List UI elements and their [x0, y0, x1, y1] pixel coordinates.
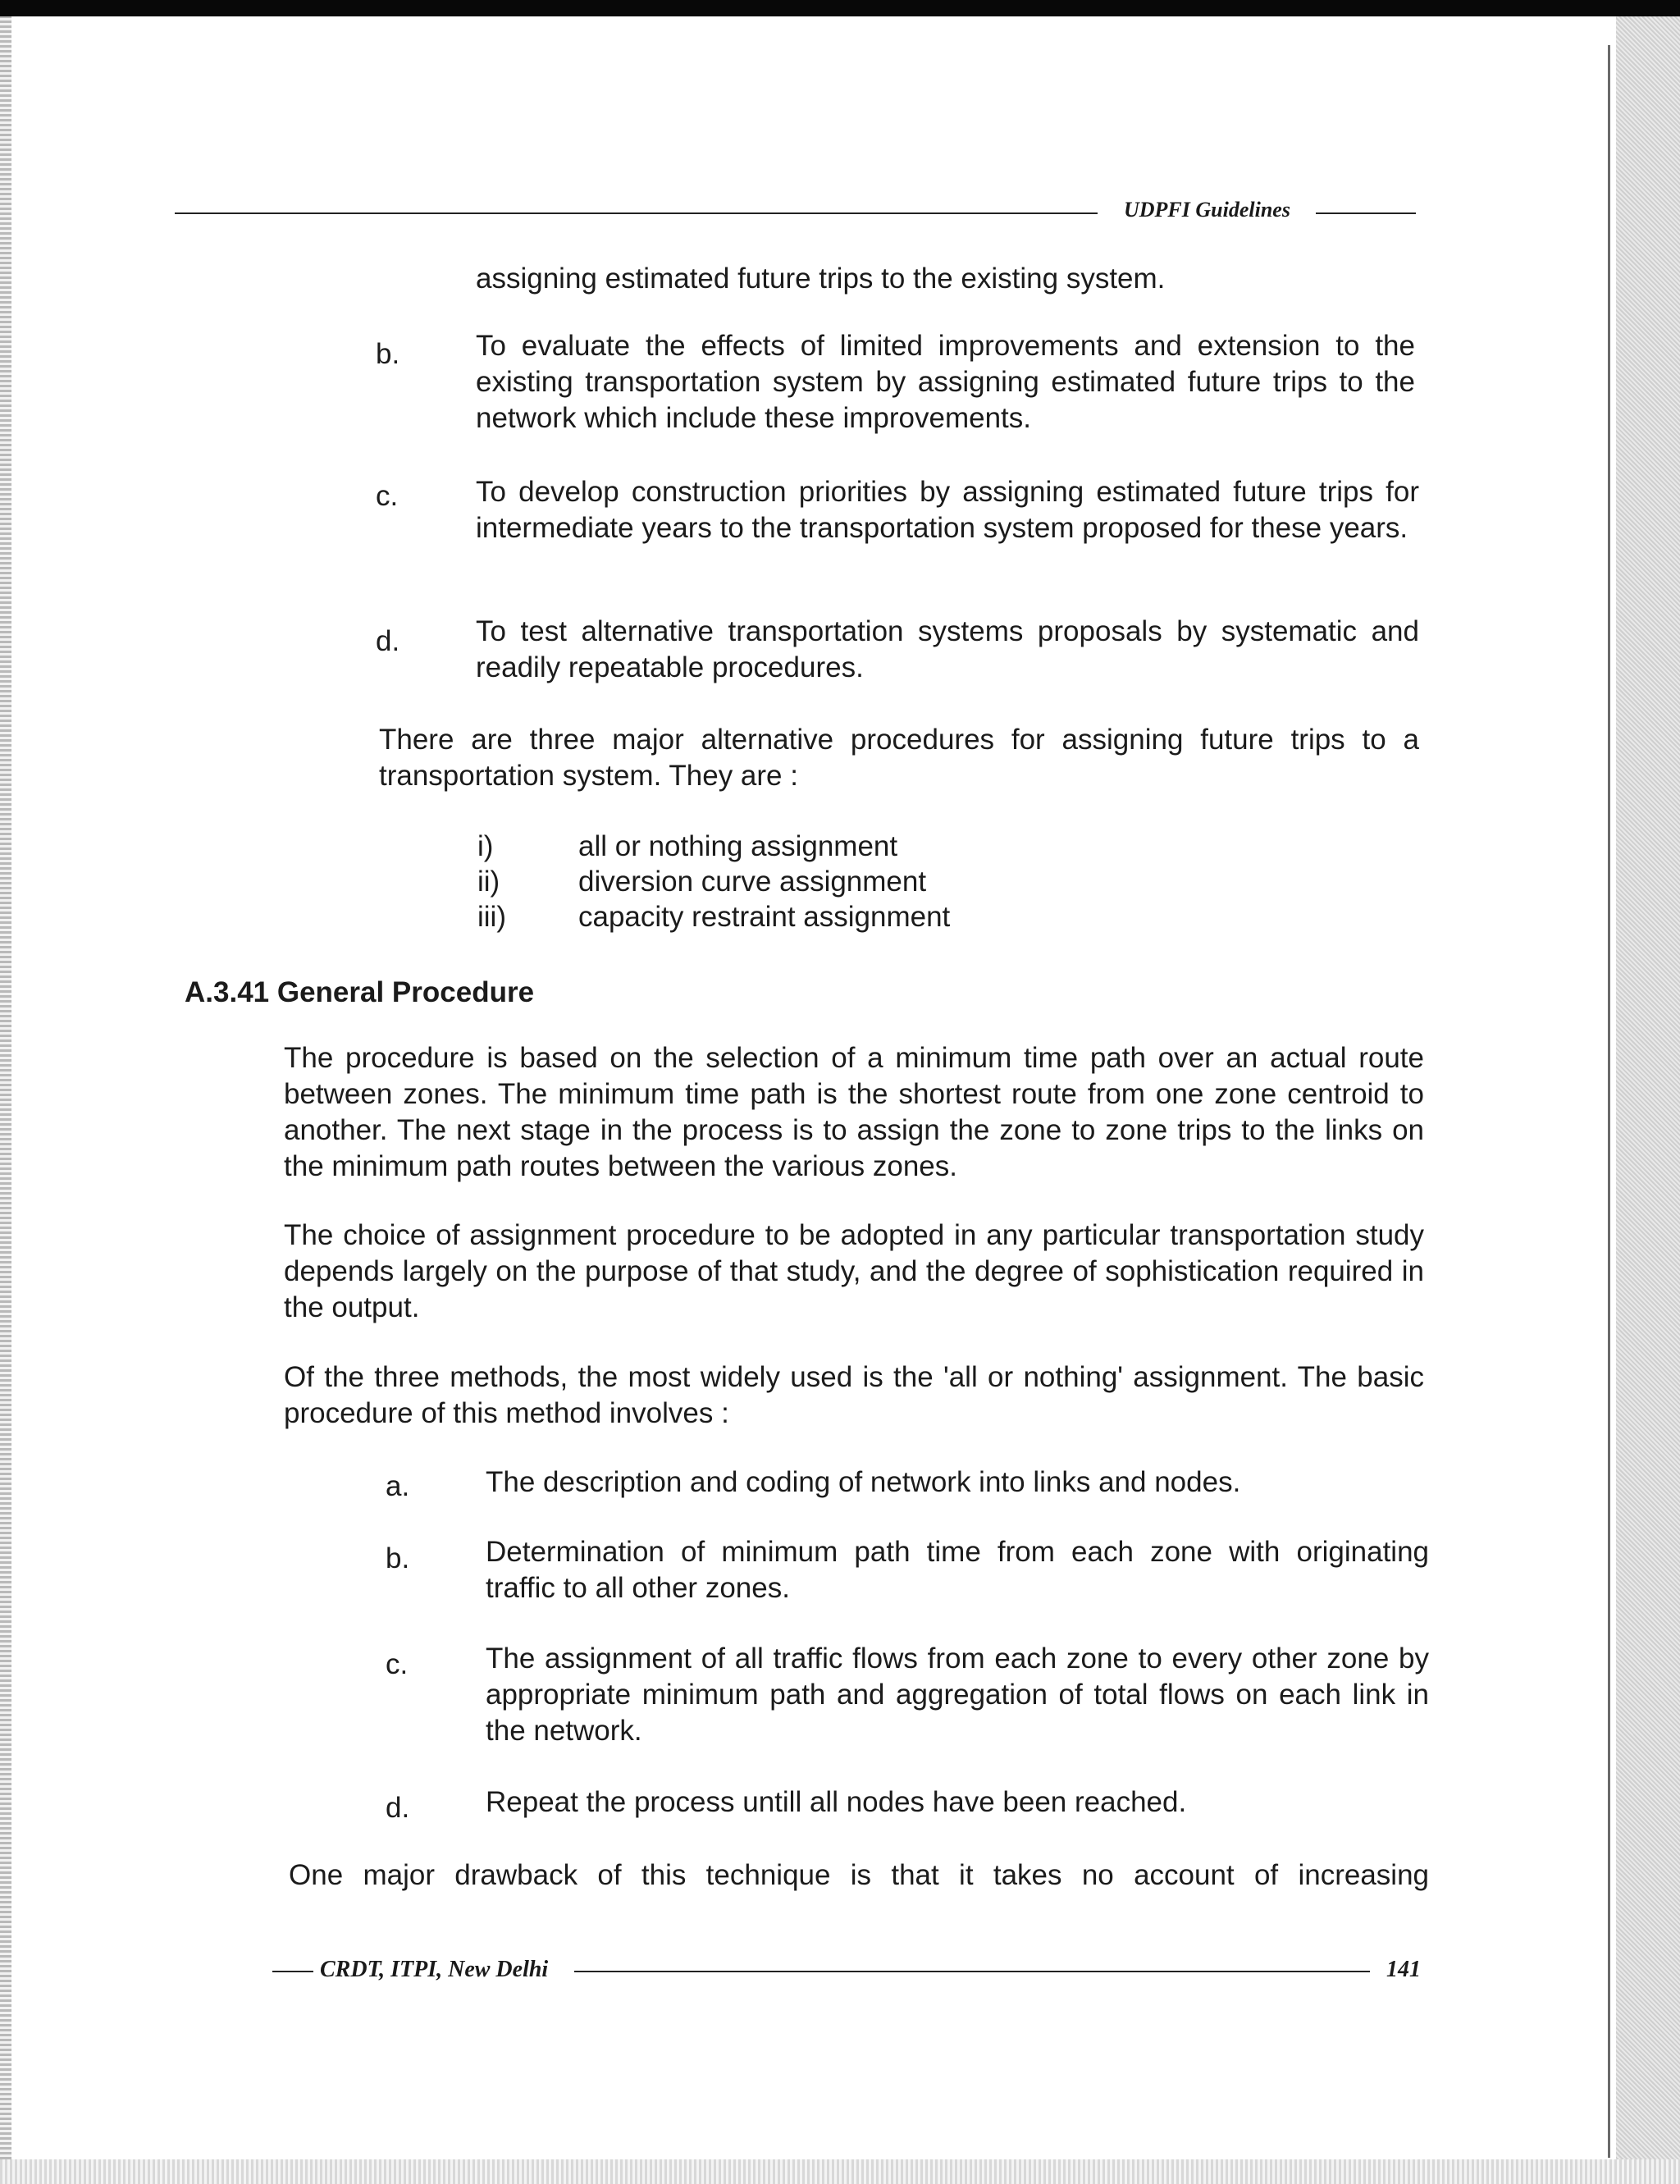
objective-b-text: To evaluate the effects of limited improvements and extension to the existing transportation system by assigning estimated future trips to the network which include these improvements.: [476, 330, 1415, 434]
procedure-ii-text: diversion curve assignment: [578, 866, 927, 898]
section-heading: A.3.41 General Procedure: [185, 976, 535, 1008]
step-a-text: The description and coding of network into links and nodes.: [486, 1466, 1241, 1498]
step-d-label: d.: [386, 1792, 410, 1824]
step-a-label: a.: [386, 1470, 410, 1502]
footer-rule-right: [574, 1971, 1370, 1972]
procedure-iii-text: capacity restraint assignment: [578, 901, 951, 933]
step-b-label: b.: [386, 1542, 410, 1574]
paragraph-choice: The choice of assignment procedure to be adopted in any particular transportation study depends largely on the purpose of that study, and the degree of sophistication required in the output.: [284, 1219, 1424, 1323]
page-number: 141: [1386, 1957, 1421, 1982]
scan-left-edge: [0, 16, 11, 2184]
footer-rule-left: [272, 1971, 313, 1972]
step-c-text: The assignment of all traffic flows from each zone to every other zone by appropriate minimum path and aggregation of total flows on each link in the network.: [486, 1643, 1429, 1747]
page-right-edge: [1608, 45, 1610, 2158]
objective-d-label: d.: [376, 625, 400, 657]
objective-b-label: b.: [376, 338, 400, 370]
objective-c-text: To develop construction priorities by assigning estimated future trips for intermediate years to the transportation system proposed for these years.: [476, 476, 1419, 544]
header-rule-left: [175, 212, 1098, 214]
continuation-line: assigning estimated future trips to the existing system.: [476, 263, 1166, 295]
procedure-i-label: i): [477, 830, 494, 862]
step-b-text: Determination of minimum path time from each zone with originating traffic to all other zones.: [486, 1536, 1429, 1604]
scan-bottom-shading: [0, 2159, 1680, 2184]
objective-c-label: c.: [376, 480, 399, 512]
header-rule-right: [1316, 212, 1416, 214]
procedure-iii-label: iii): [477, 901, 506, 933]
footer-org: CRDT, ITPI, New Delhi: [320, 1957, 549, 1982]
paragraph-procedure: The procedure is based on the selection of a minimum time path over an actual route between zones. The minimum time path is the shortest route from one zone centroid to another. The next stage in the process is to assign the zone to zone trips to the links on the minimum path routes between the various zones.: [284, 1042, 1424, 1182]
paragraph-methods: Of the three methods, the most widely used is the 'all or nothing' assignment. The basic procedure of this method involves :: [284, 1361, 1424, 1429]
scan-right-shading: [1616, 16, 1680, 2184]
final-line: One major drawback of this technique is that it takes no account of increasing: [289, 1859, 1429, 1891]
scan-top-border: [0, 0, 1680, 16]
procedure-i-text: all or nothing assignment: [578, 830, 898, 862]
step-c-label: c.: [386, 1648, 409, 1680]
step-d-text: Repeat the process untill all nodes have been reached.: [486, 1786, 1187, 1818]
running-header: UDPFI Guidelines: [1124, 198, 1290, 222]
procedure-ii-label: ii): [477, 866, 500, 898]
procedures-intro: There are three major alternative procedures for assigning future trips to a transportation system. They are :: [379, 724, 1419, 792]
objective-d-text: To test alternative transportation systems proposals by systematic and readily repeatable procedures.: [476, 615, 1419, 683]
